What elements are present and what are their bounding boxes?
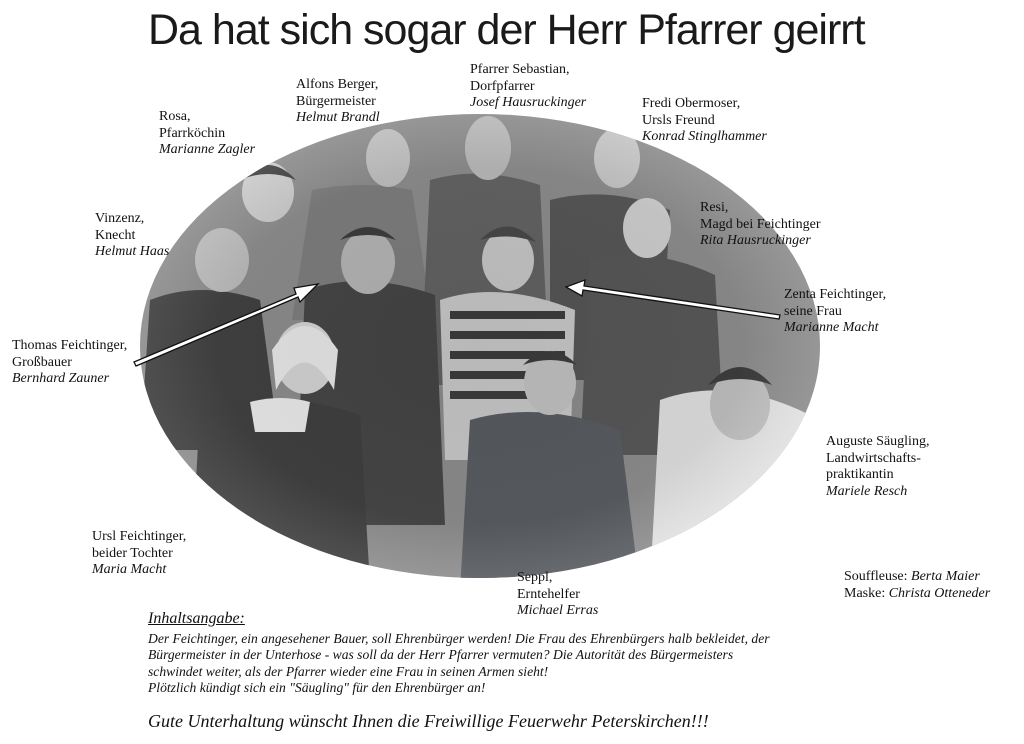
caption-alfons: Alfons Berger, Bürgermeister Helmut Brandl <box>296 77 380 125</box>
caption-pfarrer: Pfarrer Sebastian, Dorfpfarrer Josef Hausruckinger <box>470 62 587 110</box>
group-photo <box>140 110 820 578</box>
caption-zenta: Zenta Feichtinger, seine Frau Marianne Macht <box>784 287 887 335</box>
summary-line: schwindet weiter, als der Pfarrer wieder eine Frau in seinen Armen sieht! <box>148 663 549 679</box>
page-title: Da hat sich sogar der Herr Pfarrer geirrt <box>148 6 865 54</box>
crew-maske: Maske: Christa Otteneder <box>844 586 991 601</box>
caption-auguste: Auguste Säugling, Landwirtschafts- praktikantin Mariele Resch <box>826 434 930 499</box>
summary-heading: Inhaltsangabe: <box>148 610 245 627</box>
crew-souffleuse: Souffleuse: Berta Maier <box>844 569 980 584</box>
crew-list <box>844 568 990 602</box>
caption-seppl: Seppl, Erntehelfer Michael Erras <box>517 570 599 618</box>
caption-thomas: Thomas Feichtinger, Großbauer Bernhard Zauner <box>12 338 128 386</box>
summary-line: Plötzlich kündigt sich ein "Säugling" für den Ehrenbürger an! <box>148 680 486 696</box>
caption-ursl: Ursl Feichtinger, beider Tochter Maria Macht <box>92 529 187 577</box>
closing-line: Gute Unterhaltung wünscht Ihnen die Freiwillige Feuerwehr Peterskirchen!!! <box>148 711 709 731</box>
caption-rosa: Rosa, Pfarrköchin Marianne Zagler <box>159 109 256 157</box>
caption-fredi: Fredi Obermoser, Ursls Freund Konrad Stinglhammer <box>642 96 767 144</box>
summary-line: Der Feichtinger, ein angesehener Bauer, soll Ehrenbürger werden! Die Frau des Ehrenbürgers halb bekleidet, der <box>148 631 770 646</box>
caption-vinzenz: Vinzenz, Knecht Helmut Haas <box>95 211 170 259</box>
caption-resi: Resi, Magd bei Feichtinger Rita Hausruckinger <box>700 200 821 248</box>
summary-line: Bürgermeister in der Unterhose - was soll da der Herr Pfarrer vermuten? Die Autorität des Bürgermeisters <box>148 647 734 663</box>
plot-summary <box>148 610 770 697</box>
